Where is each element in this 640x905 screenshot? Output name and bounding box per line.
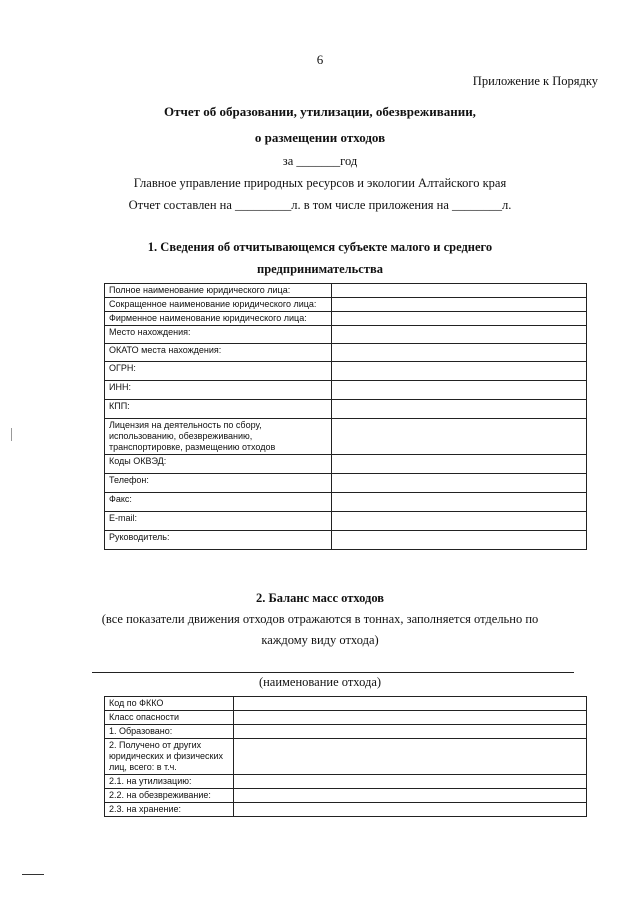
row-label: Фирменное наименование юридического лица: — [105, 312, 332, 326]
value-cell[interactable] — [332, 298, 587, 312]
row-label: Класс опасности — [105, 711, 234, 725]
table-row — [105, 789, 587, 803]
table-row — [105, 326, 587, 344]
row-label: 2. Получено от других юридических и физических лиц, всего: в т.ч. — [105, 739, 234, 775]
section1-heading-line1: 1. Сведения об отчитывающемся субъекте малого и среднего — [147, 240, 493, 254]
table-row — [105, 419, 587, 455]
value-cell[interactable] — [332, 455, 587, 474]
value-cell[interactable] — [332, 400, 587, 419]
table-row — [105, 531, 587, 550]
row-label: Код по ФККО — [105, 697, 234, 711]
row-label: 2.3. на хранение: — [105, 803, 234, 817]
section2-heading: 2. Баланс масс отходов — [255, 591, 385, 605]
value-cell[interactable] — [332, 284, 587, 298]
section1-heading-line2: предпринимательства — [257, 262, 383, 276]
table-row — [105, 739, 587, 775]
table-row — [105, 400, 587, 419]
table-row — [105, 455, 587, 474]
value-cell[interactable] — [234, 803, 587, 817]
section2-note-line2: каждому виду отхода) — [261, 633, 379, 647]
value-cell[interactable] — [234, 697, 587, 711]
value-cell[interactable] — [332, 493, 587, 512]
footnote-rule — [22, 874, 44, 875]
table-row — [105, 493, 587, 512]
row-label: 2.2. на обезвреживание: — [105, 789, 234, 803]
row-label: Руководитель: — [105, 531, 332, 550]
report-title-line1: Отчет об образовании, утилизации, обезвреживании, — [164, 104, 476, 119]
page-number: 6 — [316, 52, 324, 67]
table-row — [105, 312, 587, 326]
appendix-note: Приложение к Порядку — [472, 74, 598, 88]
row-label: Лицензия на деятельность по сбору, использованию, обезвреживанию, транспортировке, размещению отходов — [105, 419, 332, 455]
value-cell[interactable] — [234, 775, 587, 789]
table-row — [105, 344, 587, 362]
row-label: 1. Образовано: — [105, 725, 234, 739]
row-label: ИНН: — [105, 381, 332, 400]
pages-count-line: Отчет составлен на _________л. в том числе приложения на ________л. — [128, 198, 512, 212]
report-title-line2: о размещении отходов — [254, 130, 386, 145]
value-cell[interactable] — [234, 789, 587, 803]
entity-info-table — [104, 283, 587, 550]
value-cell[interactable] — [332, 344, 587, 362]
report-year-line: за _______год — [282, 154, 358, 168]
table-row — [105, 803, 587, 817]
value-cell[interactable] — [332, 312, 587, 326]
value-cell[interactable] — [332, 362, 587, 381]
row-label: ОГРН: — [105, 362, 332, 381]
row-label: Факс: — [105, 493, 332, 512]
value-cell[interactable] — [332, 326, 587, 344]
value-cell[interactable] — [332, 531, 587, 550]
table-row — [105, 298, 587, 312]
value-cell[interactable] — [332, 512, 587, 531]
table-row — [105, 284, 587, 298]
row-label: E-mail: — [105, 512, 332, 531]
waste-balance-table — [104, 696, 587, 817]
row-label: Полное наименование юридического лица: — [105, 284, 332, 298]
waste-name-line[interactable] — [92, 672, 574, 673]
row-label: ОКАТО места нахождения: — [105, 344, 332, 362]
agency-name: Главное управление природных ресурсов и экологии Алтайского края — [133, 176, 507, 190]
row-label: Сокращенное наименование юридического лица: — [105, 298, 332, 312]
table-row — [105, 362, 587, 381]
table-row — [105, 711, 587, 725]
value-cell[interactable] — [234, 725, 587, 739]
table-row — [105, 775, 587, 789]
value-cell[interactable] — [234, 711, 587, 725]
table-row — [105, 474, 587, 493]
section2-note-line1: (все показатели движения отходов отражаются в тоннах, заполняется отдельно по — [101, 612, 539, 626]
row-label: Телефон: — [105, 474, 332, 493]
waste-name-label: (наименование отхода) — [258, 675, 382, 689]
value-cell[interactable] — [332, 419, 587, 455]
table-row — [105, 512, 587, 531]
row-label: 2.1. на утилизацию: — [105, 775, 234, 789]
table-row — [105, 381, 587, 400]
row-label: Коды ОКВЭД: — [105, 455, 332, 474]
value-cell[interactable] — [332, 474, 587, 493]
value-cell[interactable] — [234, 739, 587, 775]
table-row — [105, 697, 587, 711]
row-label: КПП: — [105, 400, 332, 419]
table-row — [105, 725, 587, 739]
row-label: Место нахождения: — [105, 326, 332, 344]
value-cell[interactable] — [332, 381, 587, 400]
scan-margin-mark — [11, 428, 13, 441]
